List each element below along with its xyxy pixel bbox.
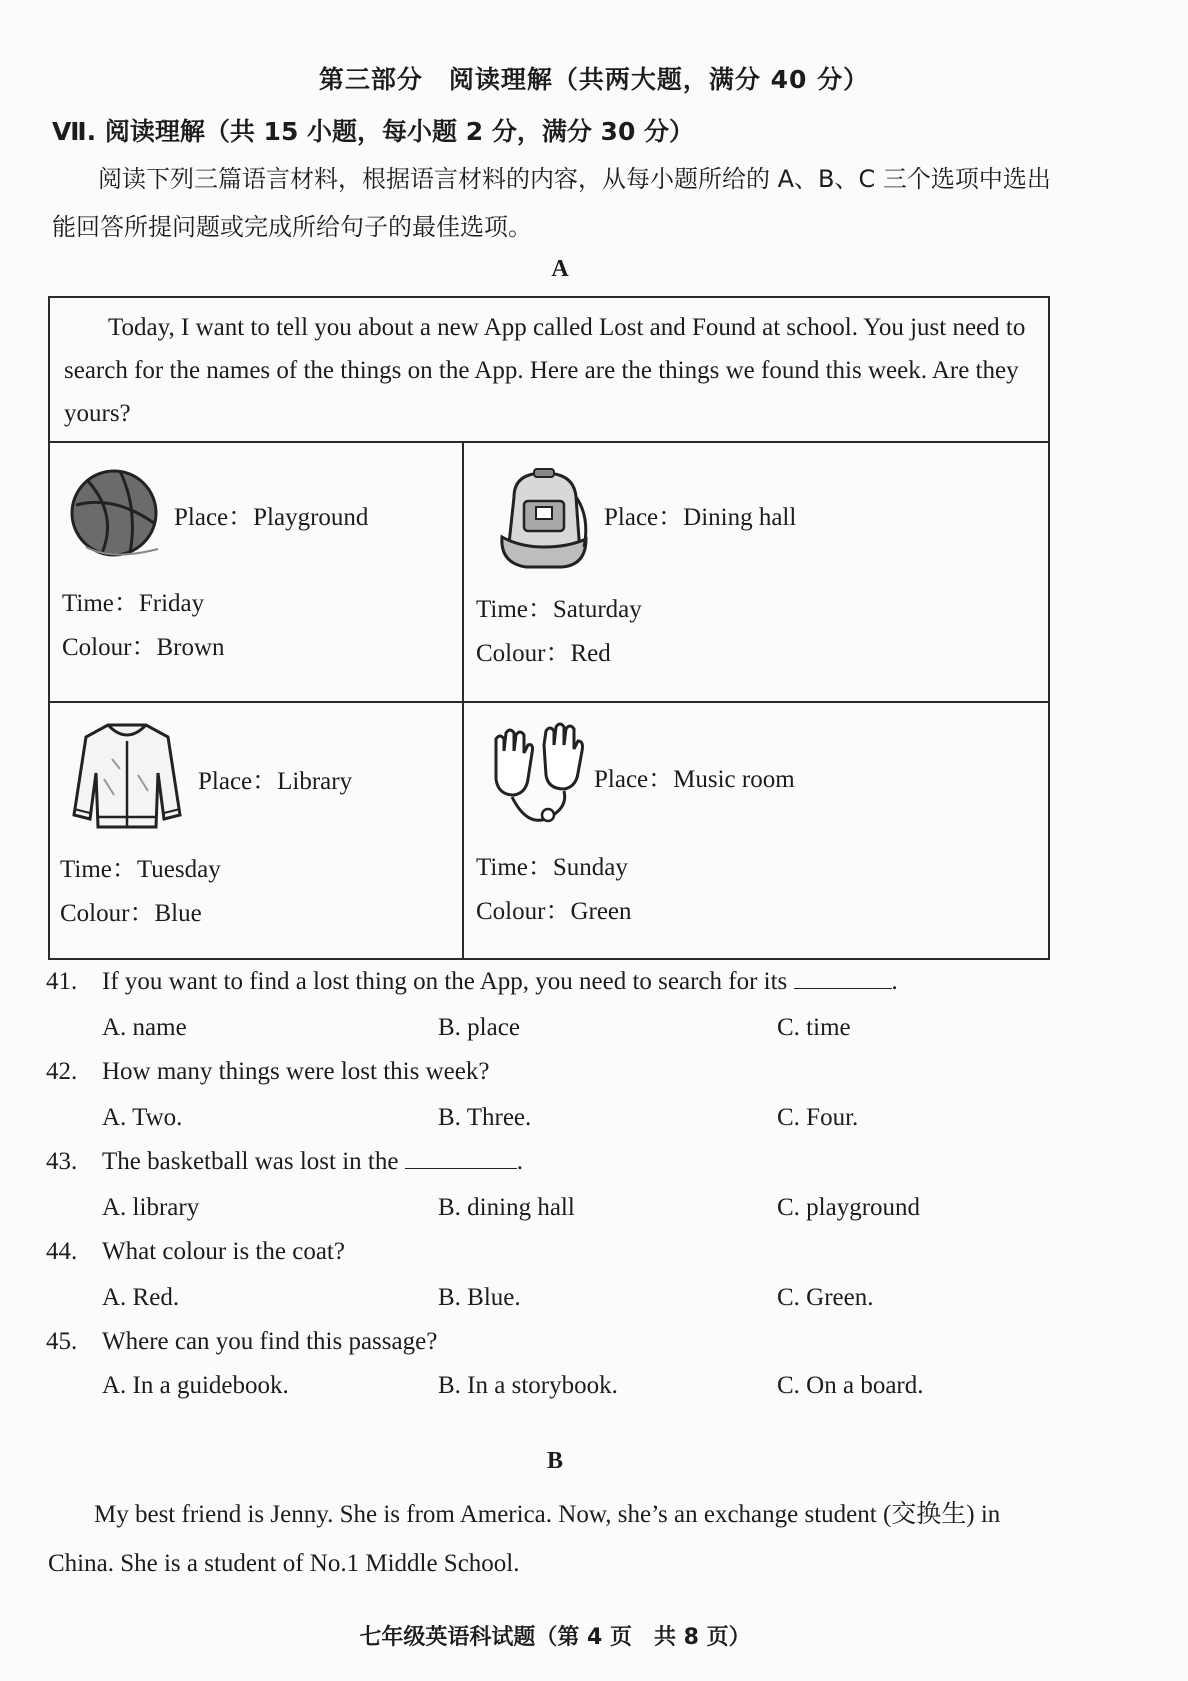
notice-intro: [50, 298, 1048, 443]
question-42: [46, 1058, 489, 1086]
option-a[interactable]: A. In a guidebook.: [102, 1372, 289, 1399]
backpack-icon: [496, 467, 592, 571]
passage-a-label: A: [551, 256, 569, 282]
answer-blank: [794, 968, 892, 989]
question-44: [46, 1238, 345, 1266]
section-title: Ⅶ. 阅读理解（共 15 小题，每小题 2 分，满分 30 分）: [52, 117, 695, 146]
item-place: Place：Dining hall: [604, 504, 797, 531]
question-number: 45.: [46, 1328, 78, 1355]
option-c[interactable]: C. Four.: [777, 1104, 859, 1131]
question-tail: .: [891, 968, 898, 995]
question-stem: What colour is the coat?: [102, 1238, 345, 1265]
item-gloves: [464, 703, 1048, 958]
answer-blank: [405, 1148, 517, 1169]
instruction: 阅读下列三篇语言材料，根据语言材料的内容，从每小题所给的 A、B、C 三个选项中选出能回答所提问题或完成所给句子的最佳选项。: [52, 165, 1051, 241]
question-stem: The basketball was lost in the: [102, 1148, 399, 1175]
item-colour: Colour：Brown: [62, 634, 225, 661]
coat-icon: [68, 719, 186, 835]
options-44: [102, 1284, 1002, 1318]
item-colour: Colour：Red: [476, 640, 611, 667]
option-b[interactable]: B. dining hall: [438, 1194, 575, 1221]
option-a[interactable]: A. library: [102, 1194, 200, 1221]
options-45: [102, 1372, 1002, 1406]
item-colour: Colour：Blue: [60, 900, 202, 927]
question-stem: Where can you find this passage?: [102, 1328, 438, 1355]
item-colour: Colour：Green: [476, 898, 632, 925]
page-footer: 七年级英语科试题（第 4 页 共 8 页）: [359, 1625, 751, 1650]
option-b[interactable]: B. Blue.: [438, 1284, 521, 1311]
option-c[interactable]: C. playground: [777, 1194, 921, 1221]
item-place: Place：Music room: [594, 766, 795, 793]
question-tail: .: [516, 1148, 523, 1175]
question-43: [46, 1148, 523, 1176]
part-title: 第三部分 阅读理解（共两大题，满分 40 分）: [318, 65, 870, 94]
option-a[interactable]: A. Red.: [102, 1284, 180, 1311]
question-stem: If you want to find a lost thing on the App, you need to search for its: [102, 968, 788, 995]
option-b[interactable]: B. In a storybook.: [438, 1372, 618, 1399]
question-stem: How many things were lost this week?: [102, 1058, 490, 1085]
passage-b-label: B: [546, 1448, 563, 1474]
lost-and-found-notice: [48, 296, 1050, 960]
items-grid: [50, 443, 1048, 958]
option-b[interactable]: B. place: [438, 1014, 520, 1041]
options-41: [102, 1014, 1002, 1048]
notice-intro-text: Today, I want to tell you about a new App called Lost and Found at school. You just need to search for the names of the things on the App. Here are the things we found this week. Are they yours?: [64, 314, 1026, 427]
option-a[interactable]: A. name: [102, 1014, 187, 1041]
item-time: Time：Sunday: [476, 854, 628, 881]
basketball-icon: [68, 465, 164, 565]
question-number: 41.: [46, 968, 78, 995]
item-time: Time：Saturday: [476, 596, 642, 623]
option-c[interactable]: C. time: [777, 1014, 851, 1041]
item-place: Place：Playground: [174, 504, 369, 531]
question-number: 43.: [46, 1148, 78, 1175]
option-c[interactable]: C. On a board.: [777, 1372, 924, 1399]
item-place: Place：Library: [198, 768, 353, 795]
item-time: Time：Tuesday: [60, 856, 221, 883]
options-42: [102, 1104, 1002, 1138]
question-41: [46, 968, 898, 996]
item-basketball: [50, 443, 464, 703]
option-b[interactable]: B. Three.: [438, 1104, 532, 1131]
item-time: Time：Friday: [62, 590, 205, 617]
item-coat: [50, 703, 464, 958]
question-number: 42.: [46, 1058, 78, 1085]
item-backpack: [464, 443, 1048, 703]
options-43: [102, 1194, 1002, 1228]
question-45: [46, 1328, 437, 1356]
option-c[interactable]: C. Green.: [777, 1284, 874, 1311]
gloves-icon: [488, 721, 588, 829]
question-number: 44.: [46, 1238, 78, 1265]
passage-b-text: My best friend is Jenny. She is from America. Now, she’s an exchange student (交换生) in China. She is a student of No.1 Middle School.: [48, 1501, 1001, 1577]
option-a[interactable]: A. Two.: [102, 1104, 183, 1131]
